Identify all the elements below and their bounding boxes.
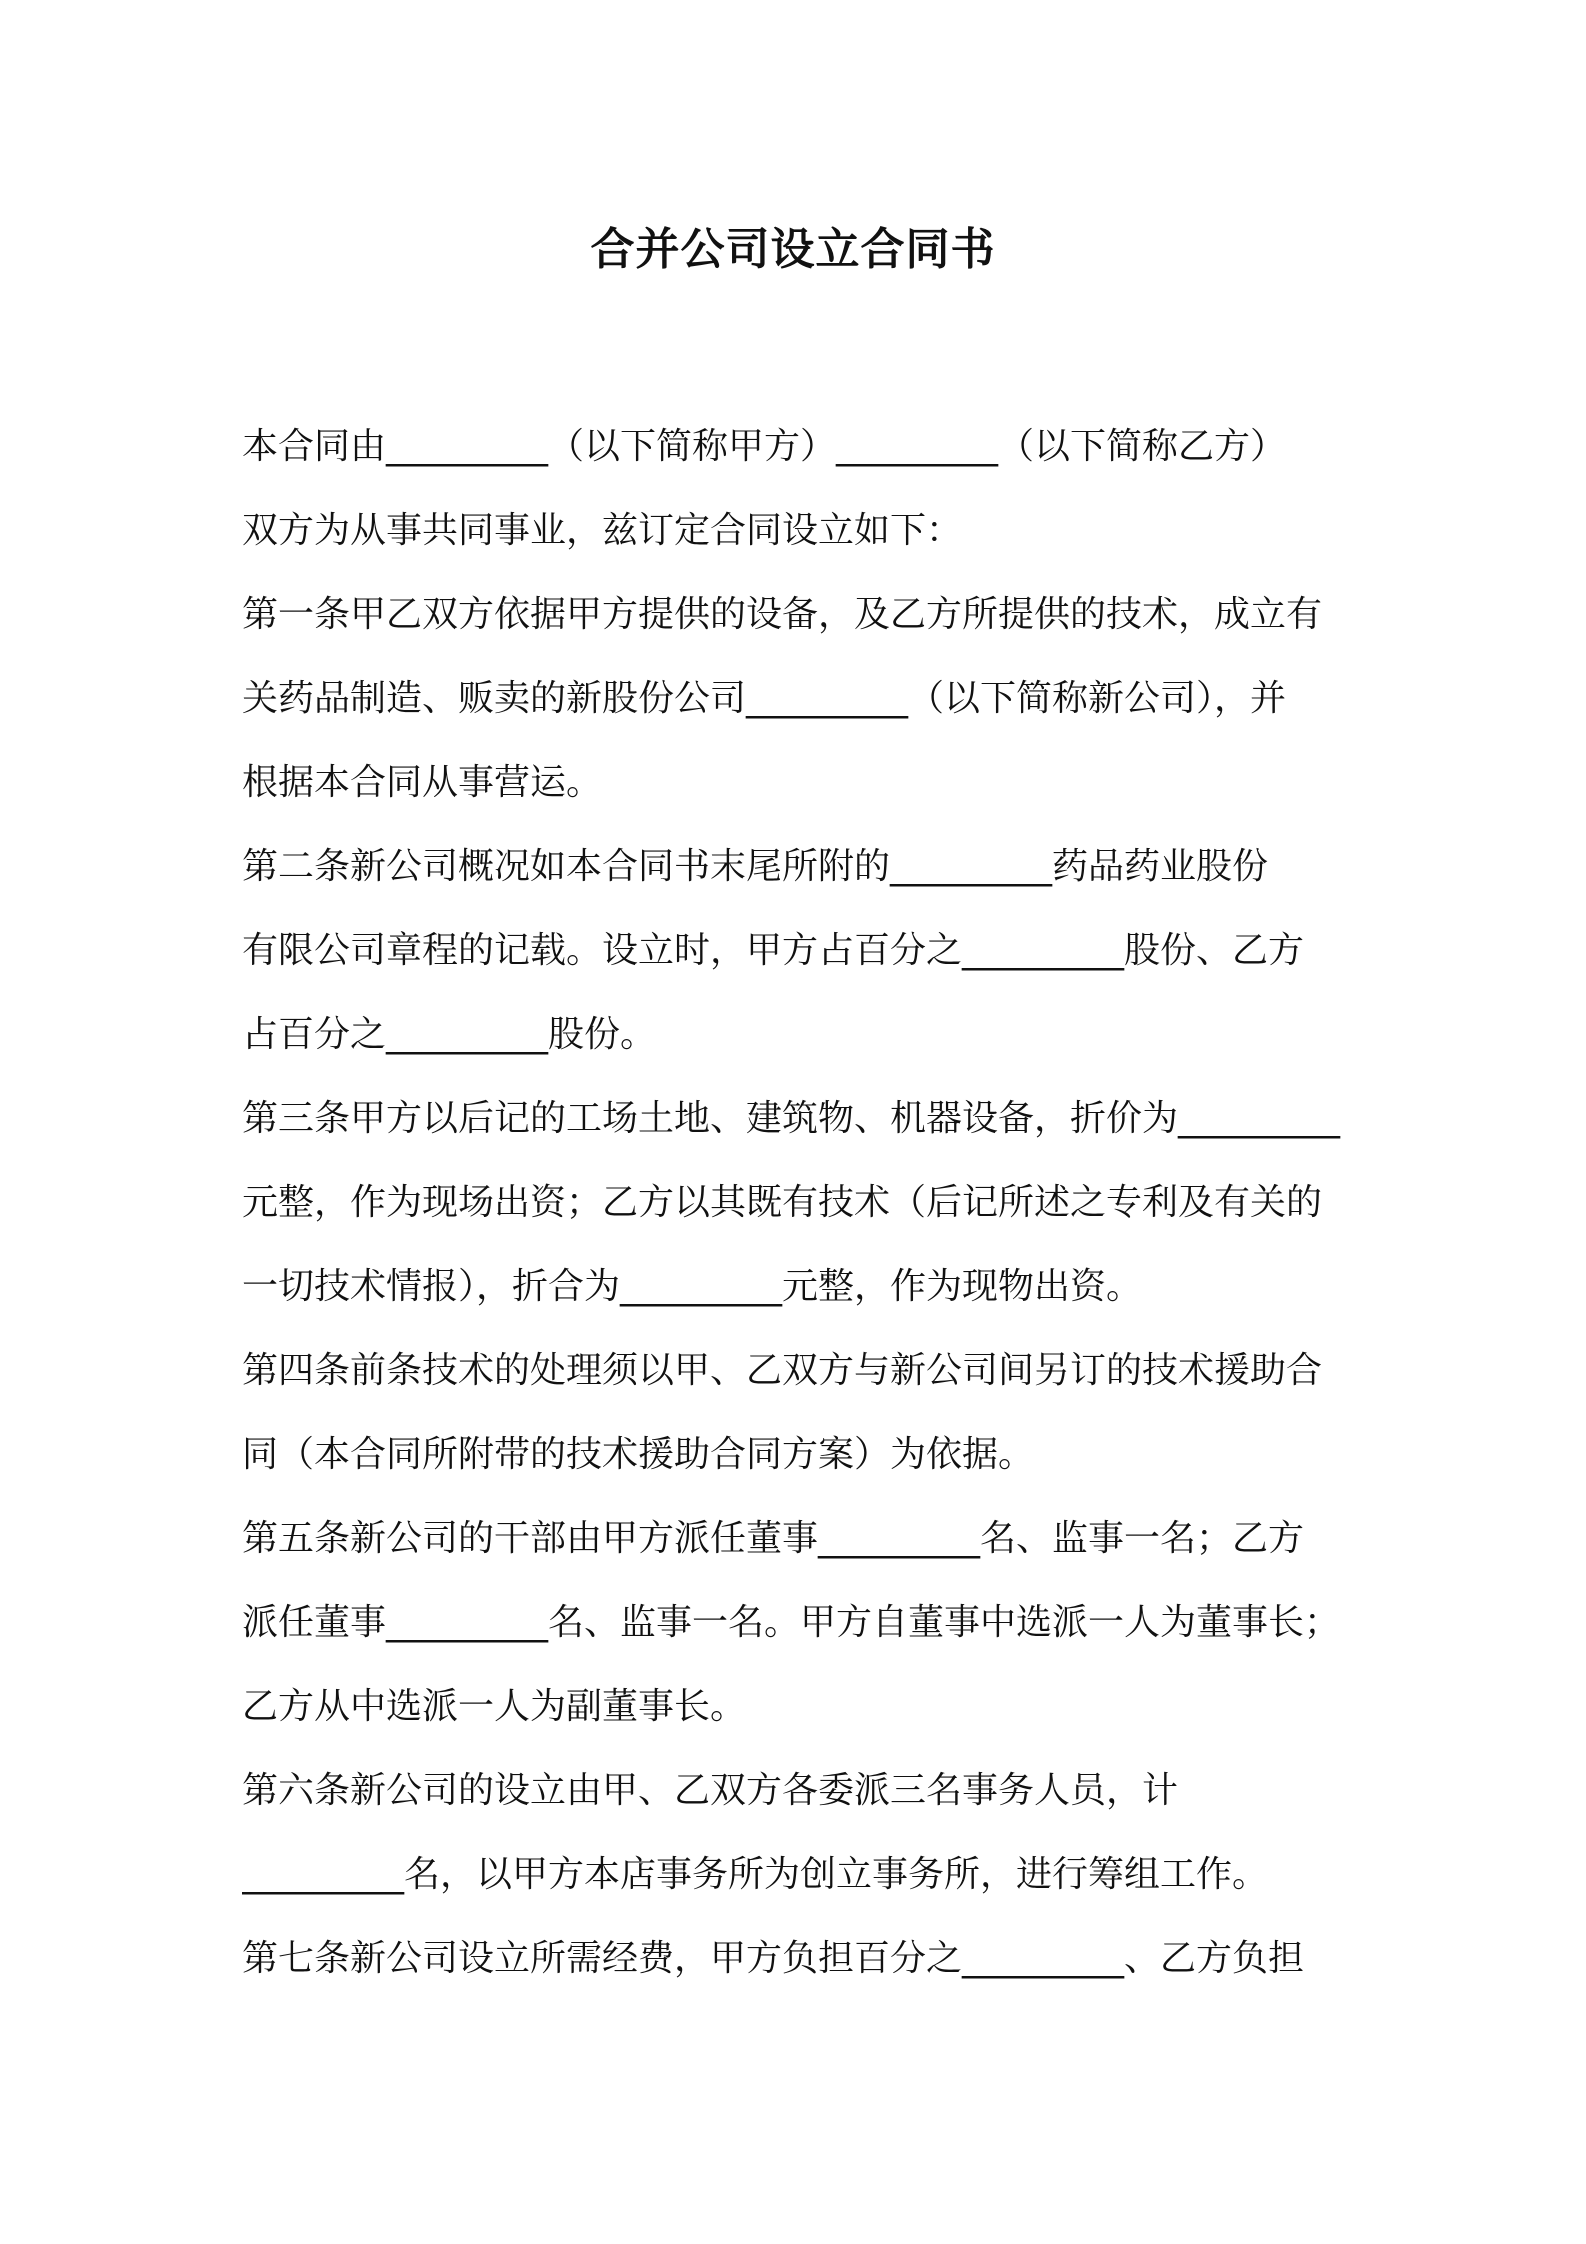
text-line: 派任董事_________名、监事一名。甲方自董事中选派一人为董事长； bbox=[242, 1602, 1341, 1643]
text-line: 双方为从事共同事业，兹订定合同设立如下： bbox=[242, 510, 963, 551]
text-line: 元整，作为现场出资；乙方以其既有技术（后记所述之专利及有关的 bbox=[242, 1182, 1323, 1223]
text-line: 第三条甲方以后记的工场土地、建筑物、机器设备，折价为_________ bbox=[242, 1098, 1341, 1139]
text-line: 第一条甲乙双方依据甲方提供的设备，及乙方所提供的技术，成立有 bbox=[242, 594, 1323, 635]
text-line: _________名，以甲方本店事务所为创立事务所，进行筹组工作。 bbox=[242, 1854, 1269, 1895]
text-line: 第四条前条技术的处理须以甲、乙双方与新公司间另订的技术援助合 bbox=[242, 1350, 1323, 1391]
text-line: 占百分之_________股份。 bbox=[242, 1014, 657, 1055]
text-line: 第二条新公司概况如本合同书末尾所附的_________药品药业股份 bbox=[242, 846, 1269, 887]
document-body bbox=[242, 405, 1362, 2001]
text-line: 关药品制造、贩卖的新股份公司_________（以下简称新公司），并 bbox=[242, 678, 1287, 719]
document-title: 合并公司设立合同书 bbox=[590, 224, 996, 275]
text-line: 同（本合同所附带的技术援助合同方案）为依据。 bbox=[242, 1434, 1035, 1475]
text-line: 本合同由_________（以下简称甲方）_________（以下简称乙方） bbox=[242, 426, 1287, 467]
text-line: 乙方从中选派一人为副董事长。 bbox=[242, 1686, 747, 1727]
text-line: 第五条新公司的干部由甲方派任董事_________名、监事一名；乙方 bbox=[242, 1518, 1305, 1559]
text-line: 有限公司章程的记载。设立时，甲方占百分之_________股份、乙方 bbox=[242, 930, 1305, 971]
text-line: 根据本合同从事营运。 bbox=[242, 762, 603, 803]
text-line: 一切技术情报），折合为_________元整，作为现物出资。 bbox=[242, 1266, 1143, 1307]
text-line: 第六条新公司的设立由甲、乙双方各委派三名事务人员，计 bbox=[242, 1770, 1179, 1811]
text-line: 第七条新公司设立所需经费，甲方负担百分之_________、乙方负担 bbox=[242, 1938, 1305, 1979]
